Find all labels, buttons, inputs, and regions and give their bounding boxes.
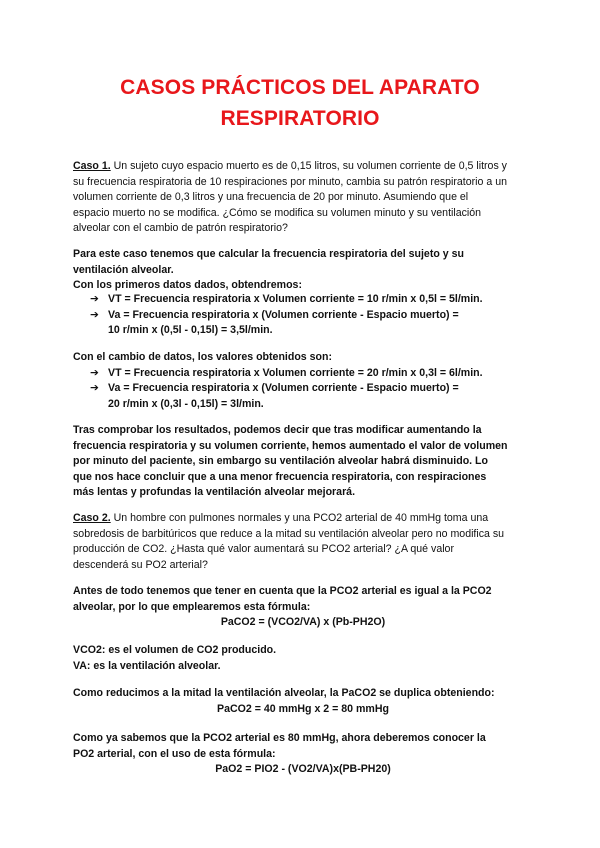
sol1-first-results <box>73 292 533 339</box>
sol1-second-va-cont: 20 r/min x (0,3l - 0,15l) = 3l/min. <box>108 397 264 410</box>
caso2-line: sobredosis de barbitúricos que reduce a la mitad su ventilación alveolar pero no modifica su <box>73 527 505 540</box>
sol1-second-va: Va = Frecuencia respiratoria x (Volumen corriente - Espacio muerto) = <box>108 382 459 395</box>
sol2-intro-line: alveolar, por lo que emplearemos esta fórmula: <box>73 600 311 613</box>
sol2-reduce-text: Como reducimos a la mitad la ventilación alveolar, la PaCO2 se duplica obteniendo: <box>73 687 495 699</box>
arrow-bullet-icon: ➔ <box>90 366 99 379</box>
sol2-reduce <box>73 686 533 717</box>
caso1-line: volumen corriente de 0,3 litros y una frecuencia de 20 por minuto. Asumiendo que el <box>73 191 469 204</box>
sol1-change <box>73 350 533 412</box>
sol2-intro-line: Antes de todo tenemos que tener en cuenta que la PCO2 arterial es igual a la PCO2 <box>73 585 492 597</box>
sol1-conclusion <box>73 423 533 501</box>
sol1-conclusion-line: por minuto del paciente, sin embargo su ventilación alveolar habrá disminuido. Lo <box>73 455 488 468</box>
sol2-known <box>73 731 533 778</box>
sol2-intro <box>73 584 533 631</box>
sol1-first-va-cont: 10 r/min x (0,5l - 0,15l) = 3,5l/min. <box>108 324 273 337</box>
sol1-first-va: Va = Frecuencia respiratoria x (Volumen corriente - Espacio muerto) = <box>108 308 459 321</box>
sol1-conclusion-line: frecuencia respiratoria y su volumen corriente, hemos aumentado el valor de volumen <box>73 439 508 452</box>
caso2-line: producción de CO2. ¿Hasta qué valor aumentará su PCO2 arterial? ¿A qué valor <box>73 543 454 556</box>
document-title-line-1: CASOS PRÁCTICOS DEL APARATO <box>120 76 480 99</box>
sol1-intro-line: Para este caso tenemos que calcular la frecuencia respiratoria del sujeto y su <box>73 248 464 260</box>
sol1-second-vt: VT = Frecuencia respiratoria x Volumen corriente = 20 r/min x 0,3l = 6l/min. <box>108 366 483 379</box>
caso1-line: alveolar con el cambio de patrón respiratorio? <box>73 222 288 235</box>
arrow-bullet-icon: ➔ <box>90 293 99 305</box>
sol1-conclusion-line: Tras comprobar los resultados, podemos decir que tras modificar aumentando la <box>73 424 482 436</box>
caso2-label: Caso 2. <box>73 512 111 524</box>
caso1-label: Caso 1. <box>73 160 111 172</box>
document-title-line-2: RESPIRATORIO <box>220 107 380 130</box>
caso1-line: espacio muerto no se modifica. ¿Cómo se modifica su volumen minuto y su ventilación <box>73 206 482 219</box>
caso1-line: su frecuencia respiratoria de 10 respiraciones por minuto, cambia su patrón respiratorio a un <box>73 175 507 188</box>
definition-va: VA: es la ventilación alveolar. <box>73 659 221 672</box>
sol1-intro-line: ventilación alveolar. <box>73 263 174 276</box>
arrow-bullet-icon: ➔ <box>90 382 99 395</box>
sol1-first-vt: VT = Frecuencia respiratoria x Volumen corriente = 10 r/min x 0,5l = 5l/min. <box>108 293 483 305</box>
sol2-definitions <box>73 643 533 674</box>
sol1-conclusion-line: que nos hace concluir que a una menor frecuencia respiratoria, con respiraciones <box>73 470 487 483</box>
caso2-statement <box>73 511 533 573</box>
sol2-known-line: PO2 arterial, con el uso de esta fórmula: <box>73 747 276 760</box>
formula-paco2: PaCO2 = (VCO2/VA) x (Pb-PH2O) <box>220 616 386 629</box>
caso2-line: descenderá su PO2 arterial? <box>73 558 208 571</box>
sol1-change-intro: Con el cambio de datos, los valores obtenidos son: <box>73 351 333 363</box>
caso1-statement <box>73 159 533 237</box>
formula-paco2-result: PaCO2 = 40 mmHg x 2 = 80 mmHg <box>217 702 389 715</box>
formula-pao2: PaO2 = PIO2 - (VO2/VA)x(PB-PH20) <box>215 763 391 776</box>
sol1-intro-line: Con los primeros datos dados, obtendremos: <box>73 279 302 292</box>
sol1-intro <box>73 247 533 294</box>
caso2-line: Un hombre con pulmones normales y una PCO2 arterial de 40 mmHg toma una <box>110 512 489 524</box>
sol1-conclusion-line: más lentas y profundas la ventilación alveolar mejorará. <box>73 486 356 499</box>
caso1-line: Un sujeto cuyo espacio muerto es de 0,15 litros, su volumen corriente de 0,5 litros y <box>110 160 507 172</box>
arrow-bullet-icon: ➔ <box>90 308 99 321</box>
definition-vco2: VCO2: es el volumen de CO2 producido. <box>73 644 277 656</box>
sol2-known-line: Como ya sabemos que la PCO2 arterial es 80 mmHg, ahora deberemos conocer la <box>73 732 486 744</box>
